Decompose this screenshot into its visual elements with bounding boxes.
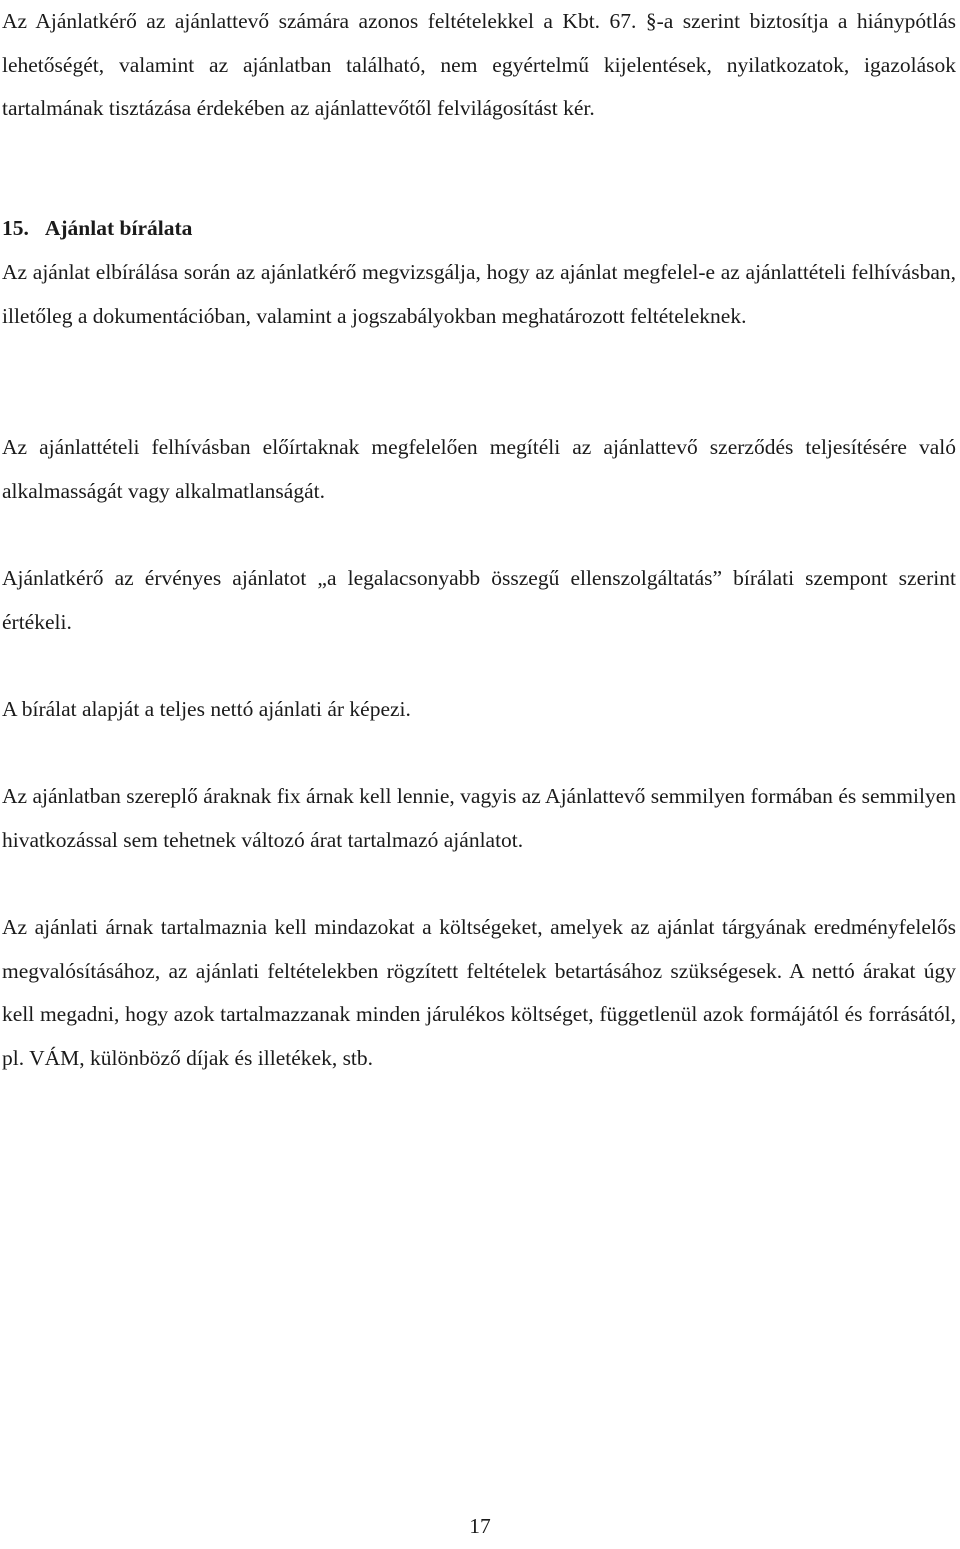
paragraph-evaluation-check: Az ajánlat elbírálása során az ajánlatkérő megvizsgálja, hogy az ajánlat megfelel-e az ajánlattételi felhívásban, illetőleg a dokumentációban, valamint a jogszabályokban meghatározott feltételeknek. xyxy=(2,260,956,328)
section-number: 15. xyxy=(2,216,29,240)
paragraph-fixed-price: Az ajánlatban szereplő áraknak fix árnak kell lennie, vagyis az Ajánlattevő semmilyen formában és semmilyen hivatkozással sem tehetnek változó árat tartalmazó ajánlatot. xyxy=(2,784,956,852)
section-heading xyxy=(2,207,192,251)
paragraph-criterion: Ajánlatkérő az érvényes ajánlatot „a legalacsonyabb összegű ellenszolgáltatás” bírálati szempont szerint értékeli. xyxy=(2,566,956,634)
paragraph-suitability: Az ajánlattételi felhívásban előírtaknak megfelelően megítéli az ajánlattevő szerződés teljesítésére való alkalmasságát vagy alkalmatlanságát. xyxy=(2,435,956,503)
page-number: 17 xyxy=(469,1514,491,1538)
section-title: Ajánlat bírálata xyxy=(44,216,193,240)
paragraph-price-content: Az ajánlati árnak tartalmaznia kell mindazokat a költségeket, amelyek az ajánlat tárgyának eredményfelelős megvalósításához, az ajánlati feltételekben rögzített feltételek betartásához szükségesek. A nettó árakat úgy kell megadni, hogy azok tartalmazzanak minden járulékos költséget, függetlenül azok formájától és forrásától, pl. VÁM, különböző díjak és illetékek, stb. xyxy=(2,915,956,1070)
intro-paragraph: Az Ajánlatkérő az ajánlattevő számára azonos feltételekkel a Kbt. 67. §-a szerint biztosítja a hiánypótlás lehetőségét, valamint az ajánlatban található, nem egyértelmű kijelentések, nyilatkozatok, igazolások tartalmának tisztázása érdekében az ajánlattevőtől felvilágosítást kér. xyxy=(2,9,956,121)
paragraph-basis: A bírálat alapját a teljes nettó ajánlati ár képezi. xyxy=(2,697,411,721)
